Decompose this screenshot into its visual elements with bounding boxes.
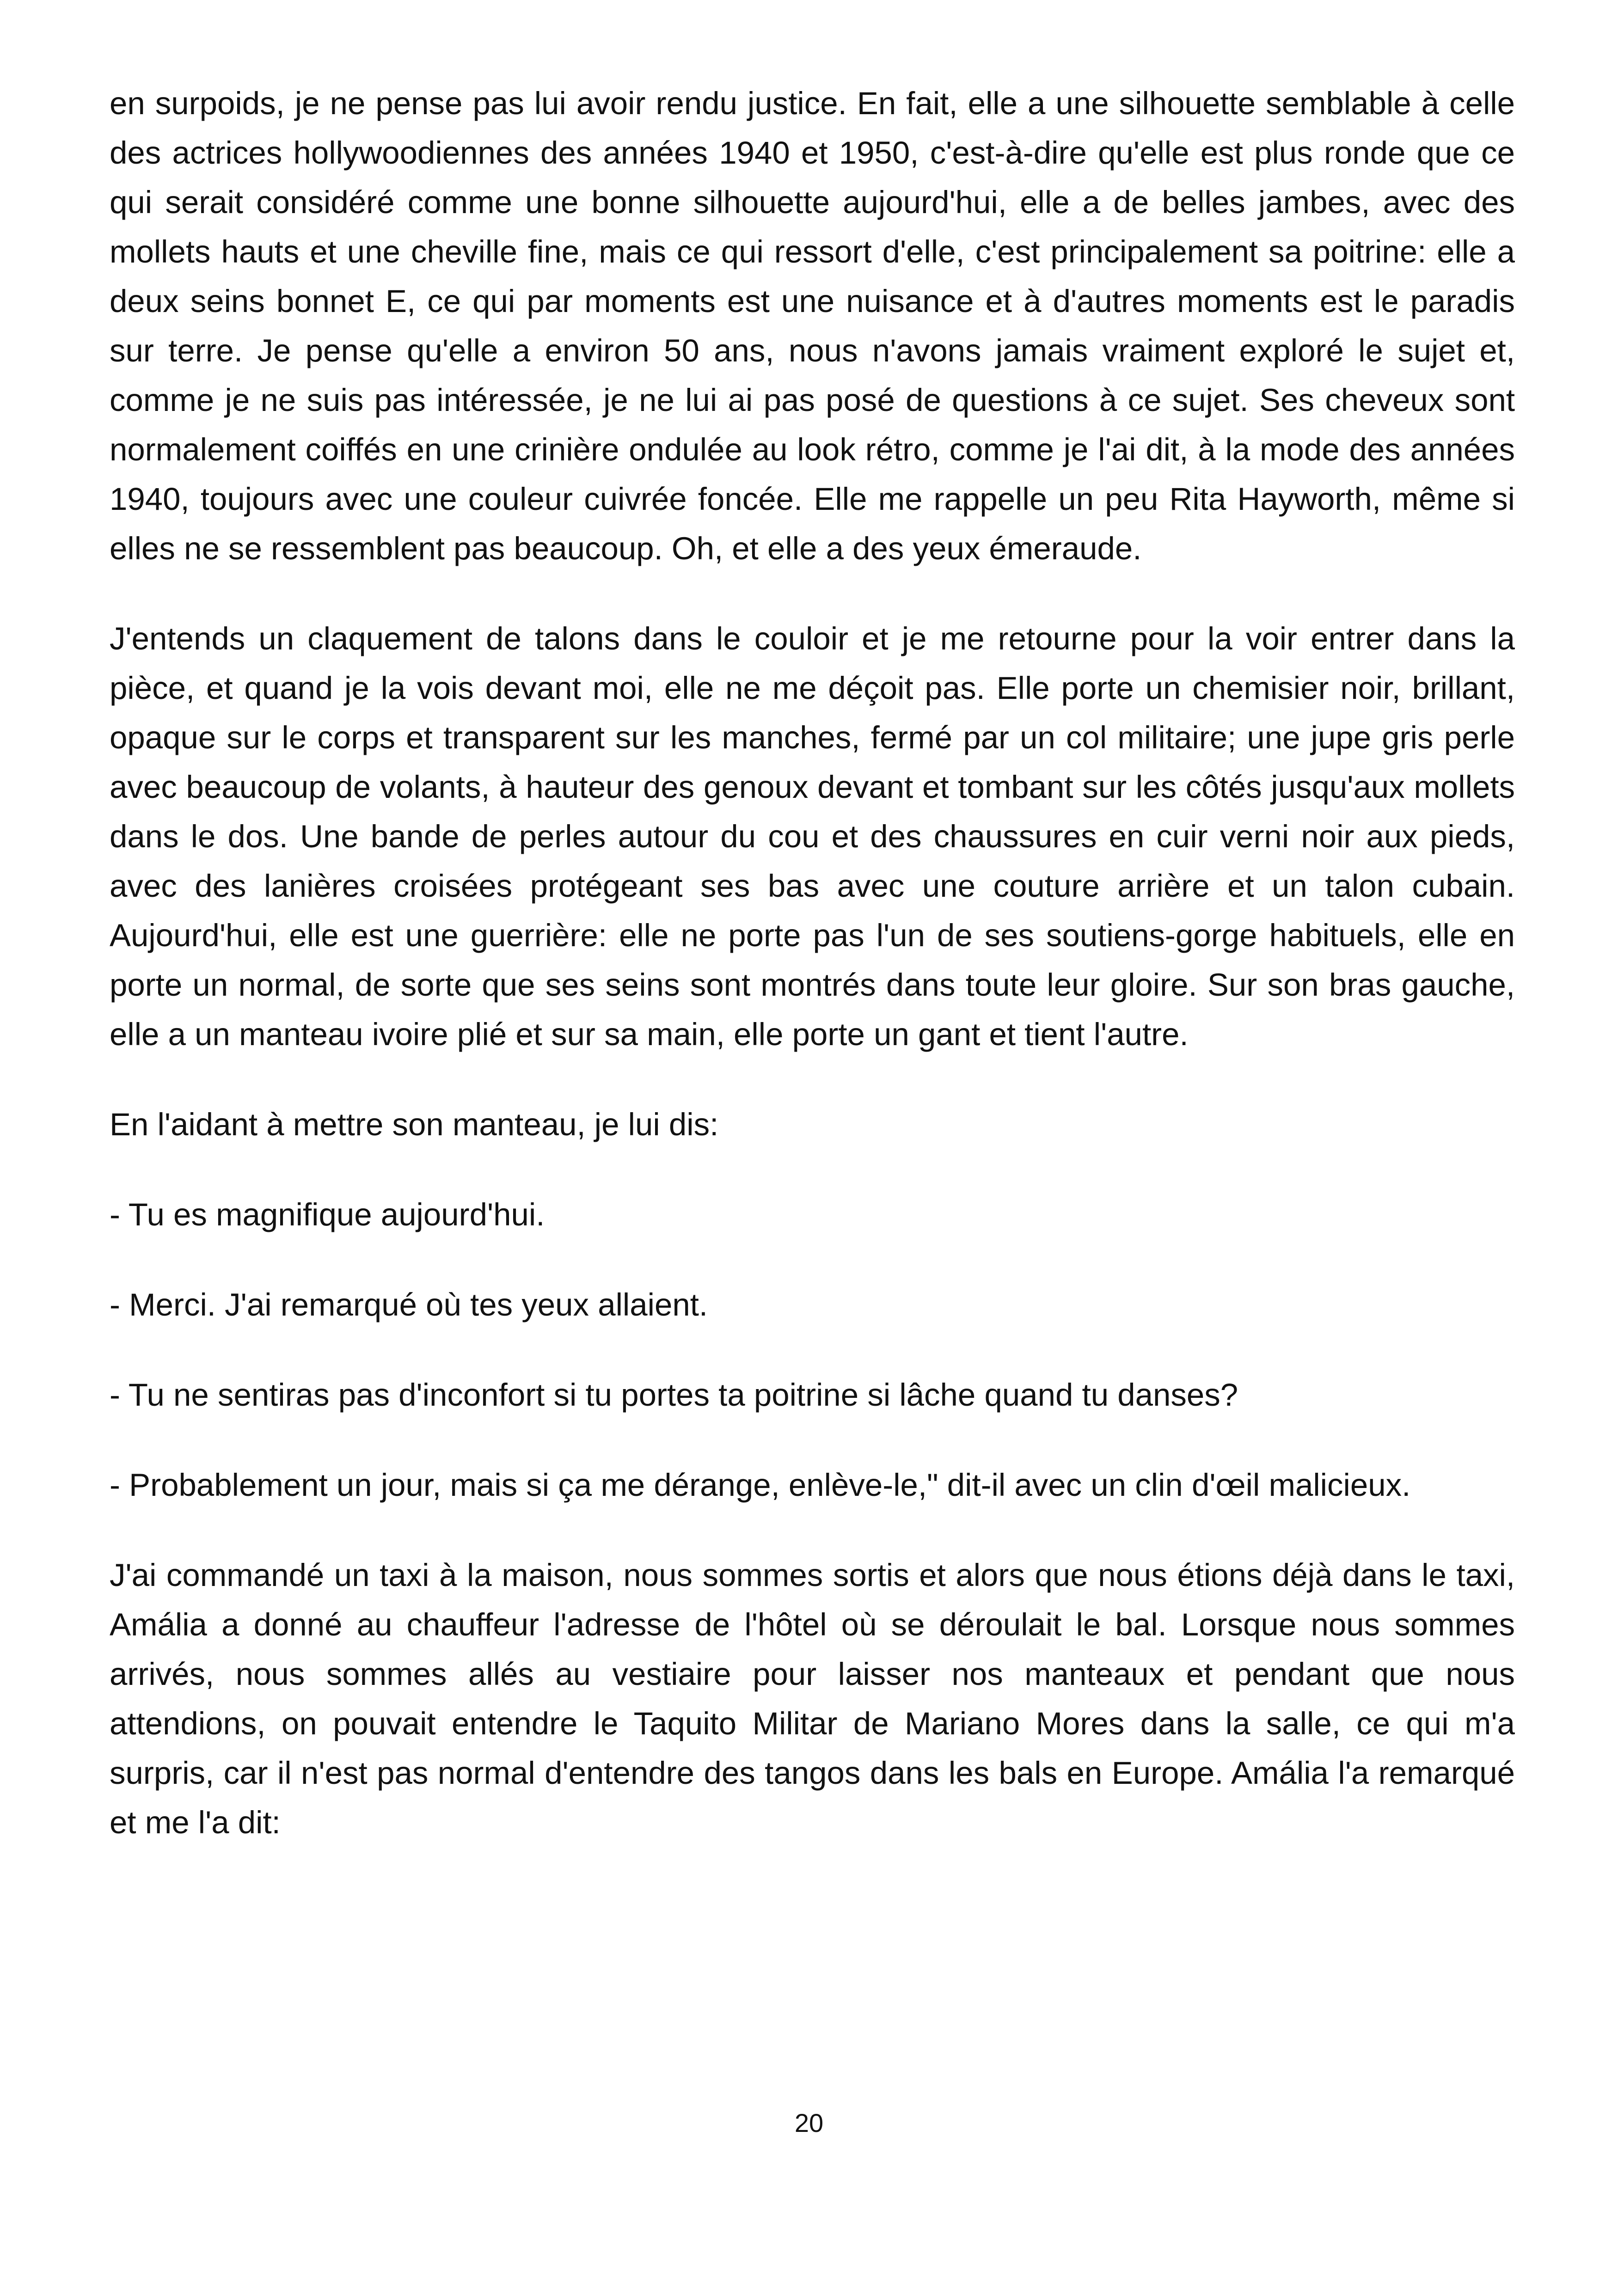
body-text: [110, 79, 1515, 1888]
paragraph-2: J'entends un claquement de talons dans le couloir et je me retourne pour la voir entrer dans la pièce, et quand je la vois devant moi, elle ne me déçoit pas. Elle porte un chemisier noir, brillant, opaque sur le corps et transparent sur les manches, fermé par un col militaire; une jupe gris perle avec beaucoup de volants, à hauteur des genoux devant et tombant sur les côtés jusqu'aux mollets dans le dos. Une bande de perles autour du cou et des chaussures en cuir verni noir aux pieds, avec des lanières croisées protégeant ses bas avec une couture arrière et un talon cubain. Aujourd'hui, elle est une guerrière: elle ne porte pas l'un de ses soutiens-gorge habituels, elle en porte un normal, de sorte que ses seins sont montrés dans toute leur gloire. Sur son bras gauche, elle a un manteau ivoire plié et sur sa main, elle porte un gant et tient l'autre.: [110, 621, 1515, 1052]
paragraph-7: - Probablement un jour, mais si ça me dérange, enlève-le," dit-il avec un clin d'œil malicieux.: [110, 1467, 1411, 1503]
page-number: 20: [794, 2108, 824, 2137]
paragraph-1: en surpoids, je ne pense pas lui avoir rendu justice. En fait, elle a une silhouette semblable à celle des actrices hollywoodiennes des années 1940 et 1950, c'est-à-dire qu'elle est plus ronde que ce qui serait considéré comme une bonne silhouette aujourd'hui, elle a de belles jambes, avec des mollets hauts et une cheville fine, mais ce qui ressort d'elle, c'est principalement sa poitrine: elle a deux seins bonnet E, ce qui par moments est une nuisance et à d'autres moments est le paradis sur terre. Je pense qu'elle a environ 50 ans, nous n'avons jamais vraiment exploré le sujet et, comme je ne suis pas intéressée, je ne lui ai pas posé de questions à ce sujet. Ses cheveux sont normalement coiffés en une crinière ondulée au look rétro, comme je l'ai dit, à la mode des années 1940, toujours avec une couleur cuivrée foncée. Elle me rappelle un peu Rita Hayworth, même si elles ne se ressemblent pas beaucoup. Oh, et elle a des yeux émeraude.: [110, 86, 1515, 566]
paragraph-6: - Tu ne sentiras pas d'inconfort si tu portes ta poitrine si lâche quand tu danses?: [110, 1377, 1238, 1413]
paragraph-3: En l'aidant à mettre son manteau, je lui dis:: [110, 1107, 719, 1142]
paragraph-4: - Tu es magnifique aujourd'hui.: [110, 1197, 545, 1232]
paragraph-8: J'ai commandé un taxi à la maison, nous sommes sortis et alors que nous étions déjà dans le taxi, Amália a donné au chauffeur l'adresse de l'hôtel où se déroulait le bal. Lorsque nous sommes arrivés, nous sommes allés au vestiaire pour laisser nos manteaux et pendant que nous attendions, on pouvait entendre le Taquito Militar de Mariano Mores dans la salle, ce qui m'a surpris, car il n'est pas normal d'entendre des tangos dans les bals en Europe. Amália l'a remarqué et me l'a dit:: [110, 1557, 1515, 1840]
paragraph-5: - Merci. J'ai remarqué où tes yeux allaient.: [110, 1287, 708, 1322]
